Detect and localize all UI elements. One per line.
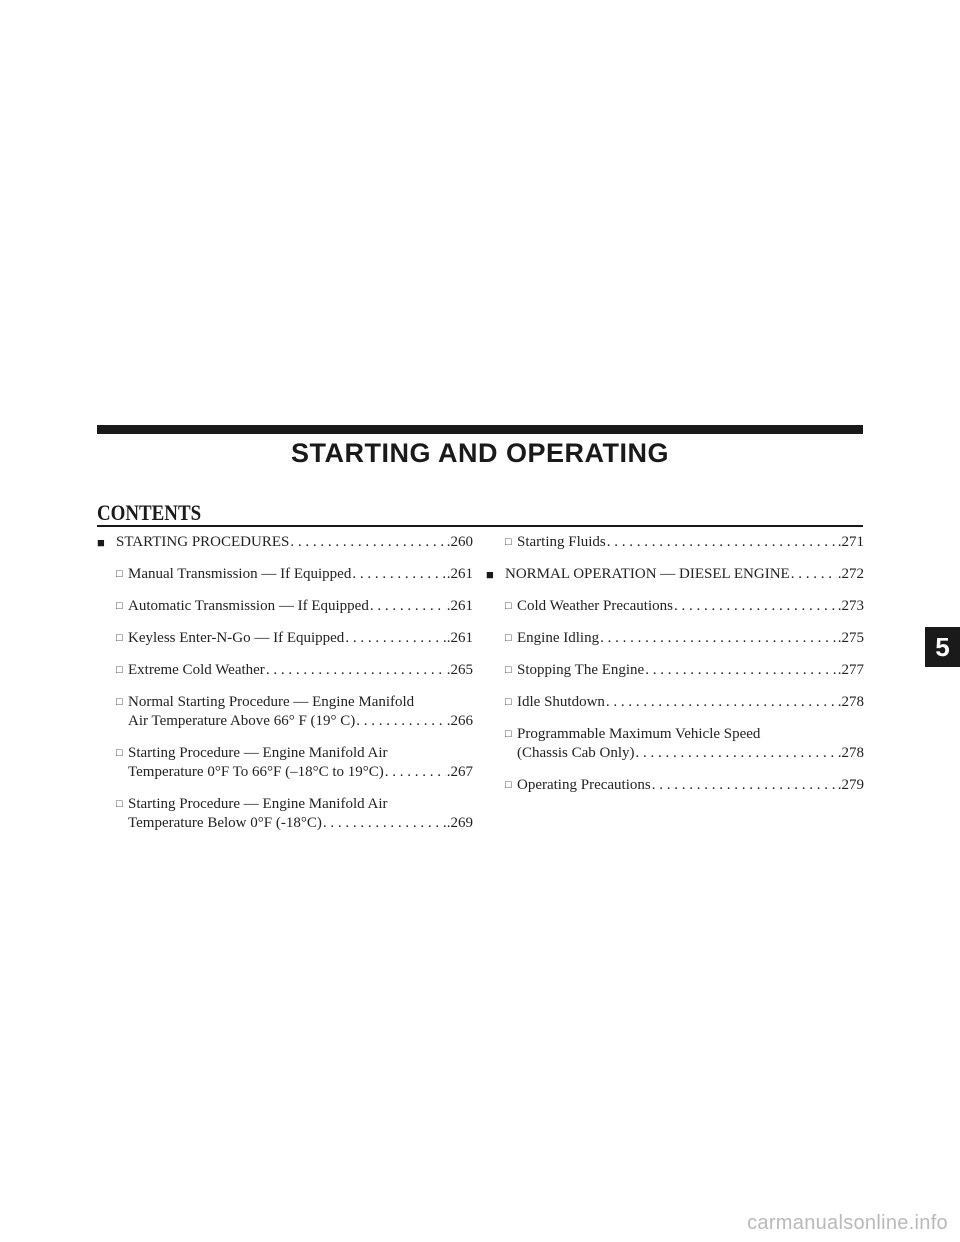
hollow-square-bullet-icon: □ <box>505 779 512 791</box>
toc-entry[interactable] <box>97 533 473 552</box>
toc-entry[interactable] <box>97 795 473 833</box>
toc-entry-title: Extreme Cold Weather <box>128 662 265 678</box>
toc-page-number: .260 <box>446 534 473 550</box>
leader-dots <box>791 565 837 584</box>
toc-entry[interactable] <box>486 629 864 648</box>
square-bullet-icon: ■ <box>97 535 105 550</box>
leader-dots <box>636 744 837 763</box>
toc-entry[interactable] <box>486 725 864 763</box>
hollow-square-bullet-icon: □ <box>505 696 512 708</box>
toc-entry-title: Normal Starting Procedure — Engine Manifold <box>128 694 415 710</box>
hollow-square-bullet-icon: □ <box>116 664 123 676</box>
leader-dots <box>385 763 446 782</box>
toc-entry-title: Temperature Below 0°F (-18°C) <box>128 815 322 831</box>
hollow-square-bullet-icon: □ <box>505 536 512 548</box>
hollow-square-bullet-icon: □ <box>116 600 123 612</box>
leader-dots <box>645 661 837 680</box>
toc-page-number: .275 <box>837 630 864 646</box>
toc-entry[interactable] <box>97 661 473 680</box>
toc-page-number: .273 <box>837 598 864 614</box>
leader-dots <box>652 776 837 795</box>
toc-left-column <box>97 533 473 846</box>
toc-entry-title: STARTING PROCEDURES <box>116 534 290 550</box>
toc-entry-title: Starting Fluids <box>517 534 606 550</box>
leader-dots <box>606 693 837 712</box>
toc-entry[interactable] <box>486 565 864 584</box>
watermark: carmanualsonline.info <box>747 1212 948 1234</box>
toc-entry[interactable] <box>97 565 473 584</box>
toc-entry[interactable] <box>97 744 473 782</box>
hollow-square-bullet-icon: □ <box>505 728 512 740</box>
toc-page-number: .269 <box>446 815 473 831</box>
toc-page-number: .278 <box>837 745 864 761</box>
toc-entry-title: Starting Procedure — Engine Manifold Air <box>128 796 388 812</box>
toc-entry-title: Stopping The Engine <box>517 662 645 678</box>
toc-entry-title: NORMAL OPERATION — DIESEL ENGINE <box>505 566 790 582</box>
leader-dots <box>370 597 446 616</box>
leader-dots <box>290 533 445 552</box>
toc-page-number: .271 <box>837 534 864 550</box>
toc-page-number: .266 <box>446 713 473 729</box>
toc-entry-title: Air Temperature Above 66° F (19° C) <box>128 713 356 729</box>
hollow-square-bullet-icon: □ <box>116 798 123 810</box>
toc-right-column <box>486 533 864 808</box>
toc-page-number: .265 <box>446 662 473 678</box>
toc-page-number: .261 <box>446 598 473 614</box>
leader-dots <box>323 814 446 833</box>
toc-entry[interactable] <box>97 597 473 616</box>
toc-entry-title: Engine Idling <box>517 630 600 646</box>
toc-entry-title: Automatic Transmission — If Equipped <box>128 598 369 614</box>
toc-entry[interactable] <box>486 693 864 712</box>
leader-dots <box>266 661 446 680</box>
contents-rule <box>97 525 863 527</box>
toc-entry[interactable] <box>486 776 864 795</box>
toc-entry[interactable] <box>97 629 473 648</box>
toc-page-number: .277 <box>837 662 864 678</box>
hollow-square-bullet-icon: □ <box>505 664 512 676</box>
chapter-tab[interactable]: 5 <box>925 627 960 667</box>
toc-entry-title: Manual Transmission — If Equipped <box>128 566 352 582</box>
toc-entry-title: Starting Procedure — Engine Manifold Air <box>128 745 388 761</box>
toc-page-number: .272 <box>837 566 864 582</box>
toc-entry[interactable] <box>486 533 864 552</box>
toc-page-number: .279 <box>837 777 864 793</box>
leader-dots <box>607 533 837 552</box>
hollow-square-bullet-icon: □ <box>116 568 123 580</box>
toc-entry-title: Temperature 0°F To 66°F (–18°C to 19°C) <box>128 764 384 780</box>
contents-heading: CONTENTS <box>97 500 202 525</box>
toc-entry-title: Idle Shutdown <box>517 694 605 710</box>
leader-dots <box>600 629 837 648</box>
toc-entry[interactable] <box>486 597 864 616</box>
hollow-square-bullet-icon: □ <box>116 747 123 759</box>
leader-dots <box>345 629 445 648</box>
hollow-square-bullet-icon: □ <box>116 696 123 708</box>
toc-entry-title: Operating Precautions <box>517 777 651 793</box>
chapter-title: STARTING AND OPERATING <box>291 438 669 468</box>
toc-entry[interactable] <box>486 661 864 680</box>
hollow-square-bullet-icon: □ <box>116 632 123 644</box>
toc-entry-title: Programmable Maximum Vehicle Speed <box>517 726 761 742</box>
toc-page-number: .261 <box>446 566 473 582</box>
toc-page-number: .261 <box>446 630 473 646</box>
toc-entry[interactable] <box>97 693 473 731</box>
square-bullet-icon: ■ <box>486 567 494 582</box>
hollow-square-bullet-icon: □ <box>505 600 512 612</box>
leader-dots <box>356 712 445 731</box>
toc-page-number: .278 <box>837 694 864 710</box>
toc-entry-title: Keyless Enter-N-Go — If Equipped <box>128 630 345 646</box>
leader-dots <box>674 597 837 616</box>
toc-entry-title: Cold Weather Precautions <box>517 598 673 614</box>
leader-dots <box>352 565 445 584</box>
hollow-square-bullet-icon: □ <box>505 632 512 644</box>
toc-entry-title: (Chassis Cab Only) <box>517 745 635 761</box>
chapter-header-bar <box>97 425 863 434</box>
toc-page-number: .267 <box>446 764 473 780</box>
